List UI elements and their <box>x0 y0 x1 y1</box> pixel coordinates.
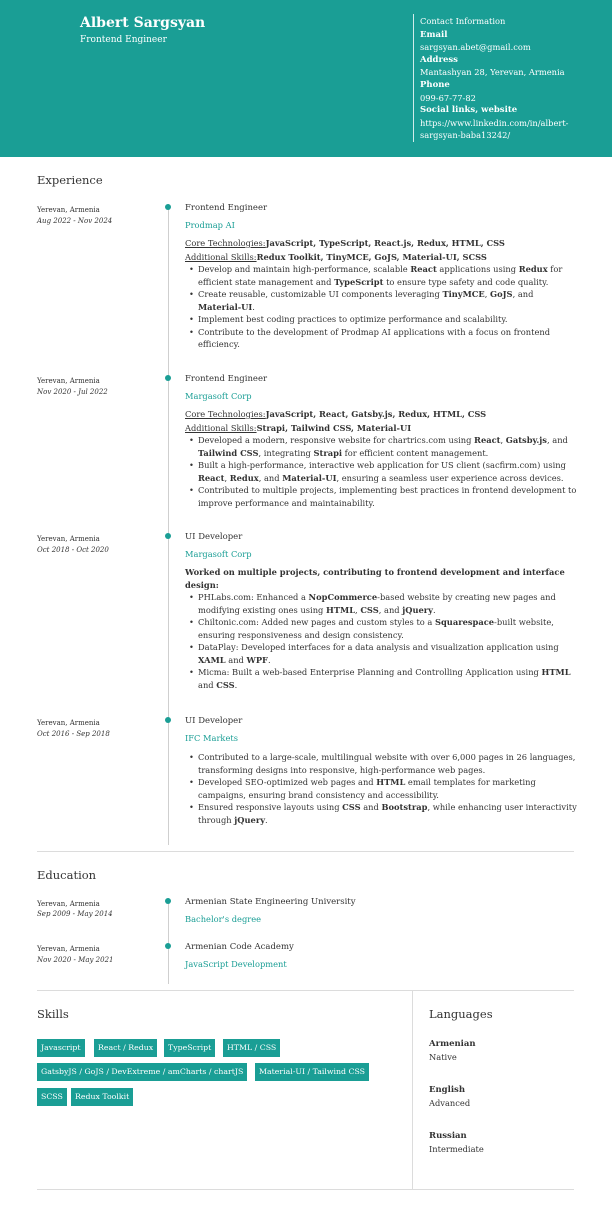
header-banner <box>0 0 612 157</box>
job-entry <box>185 202 577 351</box>
language-name: Russian <box>429 1131 467 1141</box>
job-entry <box>185 373 577 509</box>
email-value[interactable]: sargsyan.abet@gmail.com <box>420 42 531 53</box>
skill-tag: Redux Toolkit <box>71 1088 133 1106</box>
skill-tag: SCSS <box>37 1088 67 1106</box>
job-dates: Oct 2016 - Sep 2018 <box>37 730 110 738</box>
header-divider <box>413 14 414 142</box>
edu-entry <box>185 896 577 925</box>
timeline-dot <box>165 717 171 723</box>
contact-block <box>420 15 600 142</box>
edu-dates: Sep 2009 - May 2014 <box>37 910 113 918</box>
skills-heading: Skills <box>37 1007 69 1021</box>
section-divider <box>37 990 574 991</box>
job-location: Yerevan, Armenia <box>37 719 100 727</box>
edu-school: Armenian State Engineering University <box>185 897 356 907</box>
job-bullet: • Implement best coding practices to optimize performance and scalability. <box>185 313 577 326</box>
phone-value[interactable]: 099-67-77-82 <box>420 92 476 103</box>
job-role: UI Developer <box>185 716 243 726</box>
column-divider <box>412 991 413 1190</box>
job-bullet: • Contribute to the development of Prodmap AI applications with a focus on frontend efficiency. <box>185 326 577 351</box>
job-role: Frontend Engineer <box>185 203 268 213</box>
job-bullet: • Built a high-performance, interactive web application for US client (sacfirm.com) using React, Redux, and Material-UI, ensuring a seamless user experience across devices. <box>185 459 577 484</box>
job-bullet: • DataPlay: Developed interfaces for a data analysis and visualization application using XAML and WPF. <box>185 641 577 666</box>
job-role: UI Developer <box>185 532 243 542</box>
job-dates: Aug 2022 - Nov 2024 <box>37 217 113 225</box>
language-name: Armenian <box>429 1039 476 1049</box>
job-bullet: • Create reusable, customizable UI components leveraging TinyMCE, GoJS, and Material-UI. <box>185 288 577 313</box>
experience-heading: Experience <box>37 173 103 187</box>
skill-tag: TypeScript <box>164 1039 215 1057</box>
job-bullet: • PHLabs.com: Enhanced a NopCommerce-based website by creating new pages and modifying existing ones using HTML, CSS, and jQuery. <box>185 591 577 616</box>
job-bullet: • Contributed to multiple projects, implementing best practices in frontend development to improve performance and maintainability. <box>185 484 577 509</box>
address-value: Mantashyan 28, Yerevan, Armenia <box>420 67 565 78</box>
edu-location: Yerevan, Armenia <box>37 900 100 908</box>
core-tech-line: Core Technologies:JavaScript, TypeScript, React.js, Redux, HTML, CSS <box>185 238 505 248</box>
job-bullet: • Micma: Built a web-based Enterprise Planning and Controlling Application using HTML and CSS. <box>185 666 577 691</box>
job-location: Yerevan, Armenia <box>37 377 100 385</box>
job-bullet: • Developed a modern, responsive website for chartrics.com using React, Gatsby.js, and Tailwind CSS, integrating Strapi for efficient content management. <box>185 434 577 459</box>
job-bullet: • Develop and maintain high-performance, scalable React applications using Redux for efficient state management and TypeScript to ensure type safety and code quality. <box>185 263 577 288</box>
job-bullet: • Developed SEO-optimized web pages and HTML email templates for marketing campaigns, ensuring brand consistency and accessibility. <box>185 776 577 801</box>
core-tech-line: Core Technologies:JavaScript, React, Gatsby.js, Redux, HTML, CSS <box>185 409 487 419</box>
job-entry <box>185 715 577 826</box>
contact-heading: Contact Information <box>420 16 506 26</box>
timeline-dot <box>165 943 171 949</box>
edu-location: Yerevan, Armenia <box>37 945 100 953</box>
job-location: Yerevan, Armenia <box>37 535 100 543</box>
address-label: Address <box>420 54 458 65</box>
skill-tag: Material-UI / Tailwind CSS <box>255 1063 369 1081</box>
social-label: Social links, website <box>420 105 518 116</box>
additional-skills-line: Additional Skills:Strapi, Tailwind CSS, Material-UI <box>185 422 412 433</box>
timeline-dot <box>165 533 171 539</box>
email-label: Email <box>420 29 448 40</box>
skill-tag: GatsbyJS / GoJS / DevExtreme / amCharts / chartJS <box>37 1063 247 1081</box>
job-bullet: • Chiltonic.com: Added new pages and custom styles to a Squarespace-built website, ensuring responsiveness and design consistency. <box>185 616 577 641</box>
language-level: Native <box>429 1052 457 1062</box>
phone-label: Phone <box>420 79 450 90</box>
timeline-dot <box>165 375 171 381</box>
experience-timeline <box>168 204 169 845</box>
job-bullet: • Contributed to a large-scale, multilingual website with over 6,000 pages in 26 languages, transforming designs into responsive, high-performance web pages. <box>185 751 577 776</box>
job-bullet: • Ensured responsive layouts using CSS and Bootstrap, while enhancing user interactivity through jQuery. <box>185 801 577 826</box>
skill-tag: React / Redux <box>94 1039 157 1057</box>
edu-degree: JavaScript Development <box>185 958 287 969</box>
job-company: Margasoft Corp <box>185 548 252 559</box>
social-link[interactable]: https://www.linkedin.com/in/albert- sargsyan-baba13242/ <box>420 117 569 141</box>
language-level: Intermediate <box>429 1144 484 1154</box>
education-timeline <box>168 898 169 984</box>
edu-degree: Bachelor's degree <box>185 913 262 924</box>
job-dates: Oct 2018 - Oct 2020 <box>37 546 109 554</box>
languages-heading: Languages <box>429 1007 493 1021</box>
additional-skills-line: Additional Skills:Redux Toolkit, TinyMCE, GoJS, Material-UI, SCSS <box>185 251 487 262</box>
edu-school: Armenian Code Academy <box>185 942 294 952</box>
job-company: Prodmap AI <box>185 219 235 230</box>
skill-tag: HTML / CSS <box>223 1039 280 1057</box>
language-name: English <box>429 1085 466 1095</box>
language-level: Advanced <box>429 1098 471 1108</box>
person-name: Albert Sargsyan <box>80 15 206 31</box>
job-role: Frontend Engineer <box>185 374 268 384</box>
timeline-dot <box>165 204 171 210</box>
skill-tag: Javascript <box>37 1039 85 1057</box>
job-entry <box>185 531 577 691</box>
edu-entry <box>185 941 577 970</box>
edu-dates: Nov 2020 - May 2021 <box>37 956 114 964</box>
job-dates: Nov 2020 - Jul 2022 <box>37 388 108 396</box>
job-company: Margasoft Corp <box>185 390 252 401</box>
timeline-dot <box>165 898 171 904</box>
job-location: Yerevan, Armenia <box>37 206 100 214</box>
job-company: IFC Markets <box>185 732 238 743</box>
section-divider <box>37 851 574 852</box>
section-divider <box>37 1189 574 1190</box>
education-heading: Education <box>37 868 97 882</box>
person-title: Frontend Engineer <box>80 35 167 45</box>
job-intro: Worked on multiple projects, contributing to frontend development and interface design: <box>185 567 565 590</box>
